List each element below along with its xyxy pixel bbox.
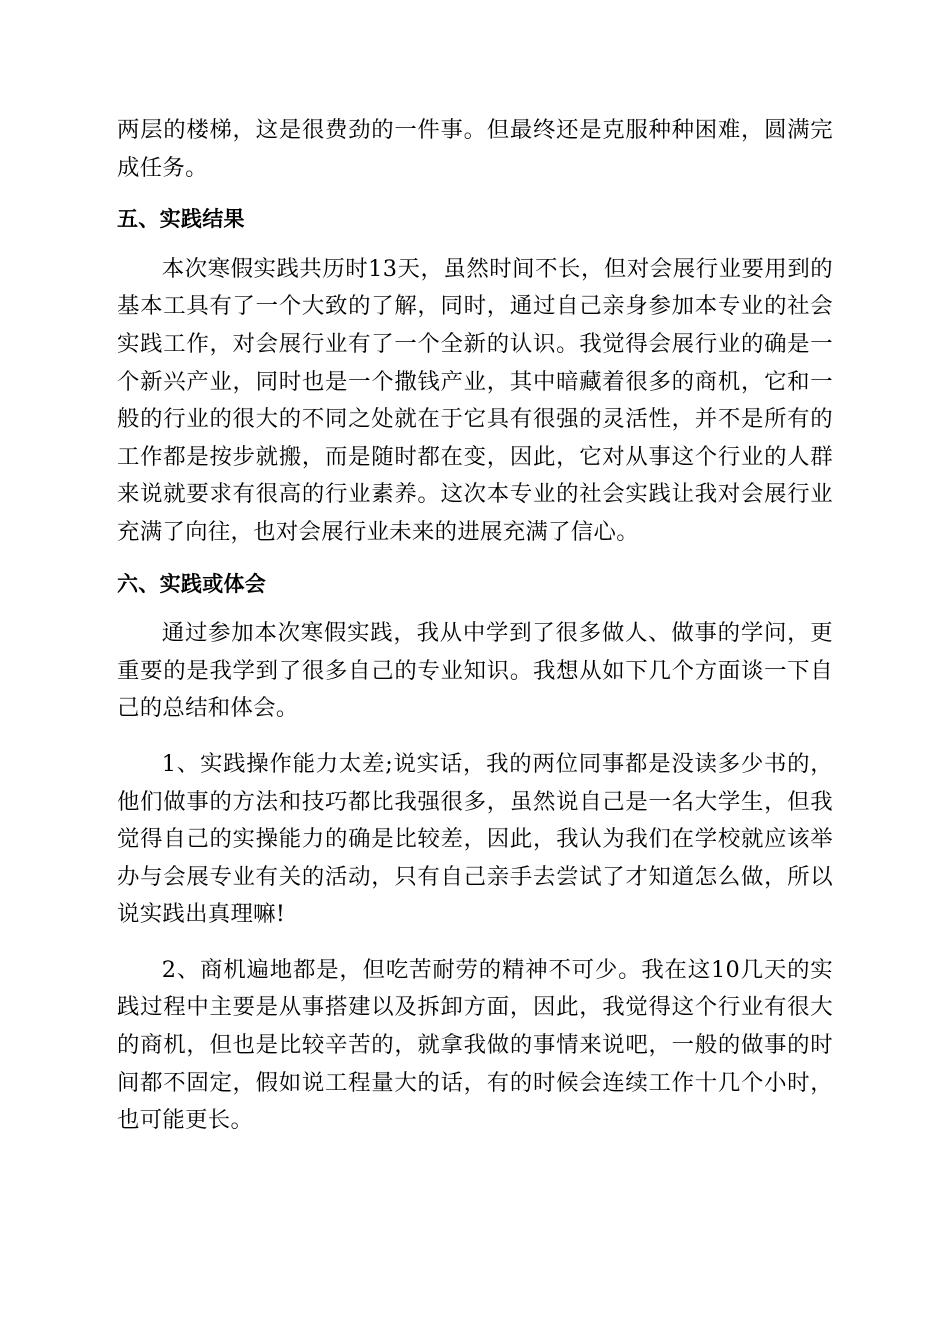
continuation-paragraph: 两层的楼梯，这是很费劲的一件事。但最终还是克服种种困难，圆满完成任务。 <box>117 117 833 181</box>
reflection-point-2: 2、商机遍地都是，但吃苦耐劳的精神不可少。我在这10几天的实践过程中主要是从事搭建以及拆卸方面，因此，我觉得这个行业有很大的商机，但也是比较辛苦的，就拿我做的事情来说吧，一般的做事的时间都不固定，假如说工程量大的话，有的时候会连续工作十几个小时，也可能更长。 <box>117 956 833 1134</box>
section-heading-reflections: 六、实践或体会 <box>117 571 267 596</box>
section-heading-results: 五、实践结果 <box>117 207 245 232</box>
document-body <box>117 112 833 1140</box>
reflection-point-1: 1、实践操作能力太差;说实话，我的两位同事都是没读多少书的，他们做事的方法和技巧都比我强很多，虽然说自己是一名大学生，但我觉得自己的实操能力的确是比较差，因此，我认为我们在学校就应该举办与会展专业有关的活动，只有自己亲手去尝试了才知道怎么做，所以说实践出真理嘛! <box>117 750 833 928</box>
reflections-intro-paragraph: 通过参加本次寒假实践，我从中学到了很多做人、做事的学问，更重要的是我学到了很多自己的专业知识。我想从如下几个方面谈一下自己的总结和体会。 <box>117 620 833 722</box>
results-paragraph: 本次寒假实践共历时13天，虽然时间不长，但对会展行业要用到的基本工具有了一个大致的了解，同时，通过自己亲身参加本专业的社会实践工作，对会展行业有了一个全新的认识。我觉得会展行业的确是一个新兴产业，同时也是一个撒钱产业，其中暗藏着很多的商机，它和一般的行业的很大的不同之处就在于它具有很强的灵活性，并不是所有的工作都是按步就搬，而是随时都在变，因此，它对从事这个行业的人群来说就要求有很高的行业素养。这次本专业的社会实践让我对会展行业充满了向往，也对会展行业未来的进展充满了信心。 <box>117 255 833 545</box>
